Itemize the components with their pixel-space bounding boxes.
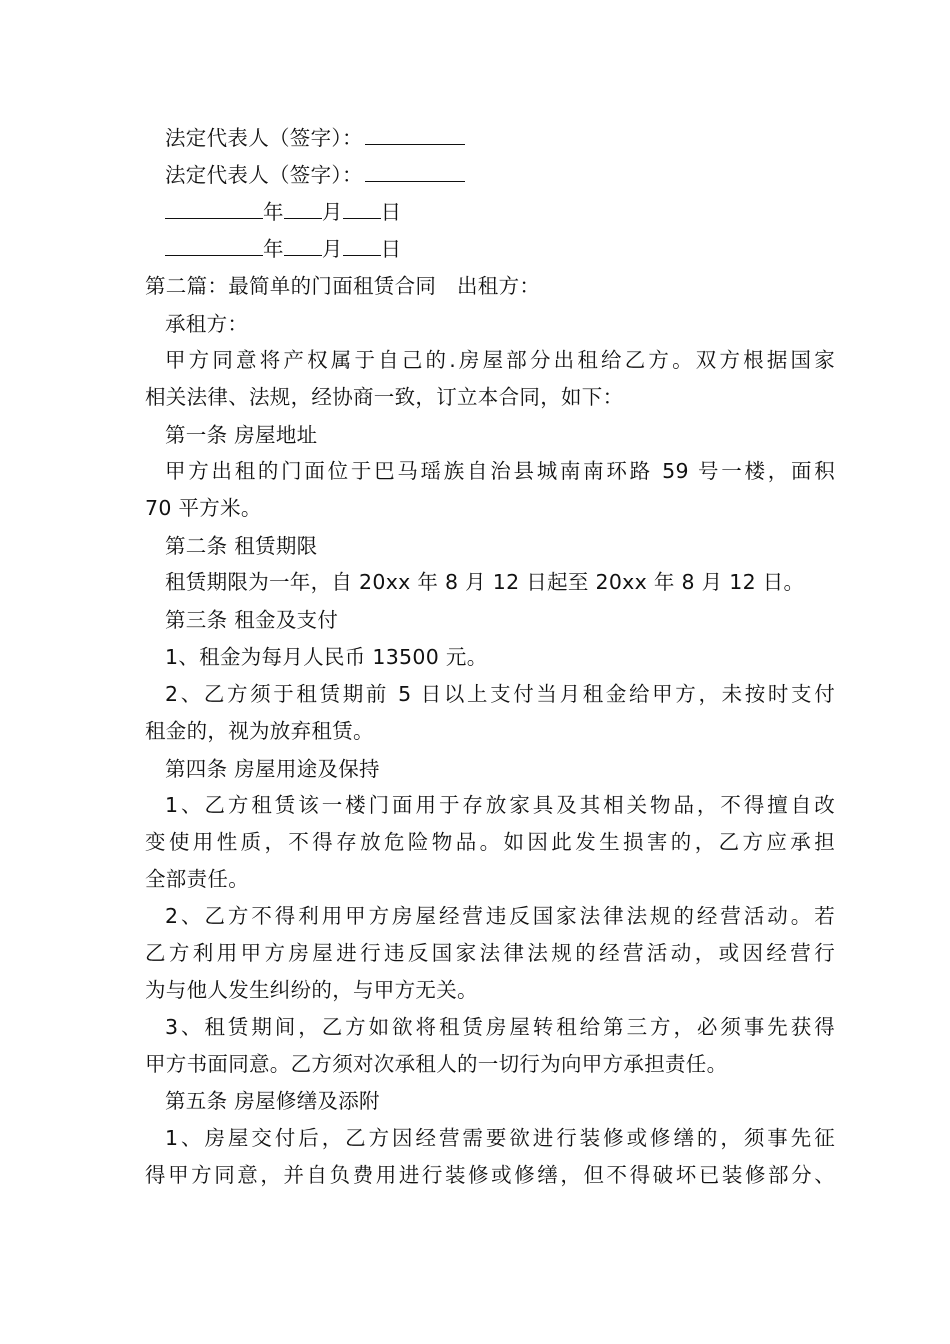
body-line: 1、房屋交付后，乙方因经营需要欲进行装修或修缮的，须事先征	[165, 1126, 835, 1150]
article-heading: 第四条 房屋用途及保持	[165, 757, 380, 781]
date-line-1	[165, 198, 835, 224]
month-label: 月	[321, 200, 343, 224]
body-line: 得甲方同意，并自负费用进行装修或修缮，但不得破坏已装修部分、	[145, 1163, 835, 1187]
signature-blank	[365, 161, 465, 182]
article-heading: 第二条 租赁期限	[165, 534, 318, 558]
body-line: 3、租赁期间，乙方如欲将租赁房屋转租给第三方，必须事先获得	[165, 1015, 835, 1039]
body-line: 2、乙方须于租赁期前 5 日以上支付当月租金给甲方，未按时支付	[165, 682, 835, 706]
month-label: 月	[321, 237, 343, 261]
month-blank	[284, 198, 322, 219]
year-blank	[165, 198, 263, 219]
day-blank	[343, 198, 381, 219]
body-line: 1、租金为每月人民币 13500 元。	[165, 645, 488, 669]
year-label: 年	[263, 200, 284, 224]
day-label: 日	[380, 200, 402, 224]
body-line: 租金的，视为放弃租赁。	[145, 719, 374, 743]
body-line: 租赁期限为一年，自 20xx 年 8 月 12 日起至 20xx 年 8 月 12 日。	[165, 570, 805, 594]
year-blank	[165, 235, 263, 256]
body-line: 甲方书面同意。乙方须对次承租人的一切行为向甲方承担责任。	[145, 1052, 728, 1076]
month-blank	[284, 235, 322, 256]
article-heading: 第三条 租金及支付	[165, 608, 339, 632]
year-label: 年	[263, 237, 284, 261]
article-heading: 第五条 房屋修缮及添附	[165, 1089, 380, 1113]
article-heading: 第一条 房屋地址	[165, 423, 318, 447]
legal-rep-label: 法定代表人（签字）：	[165, 126, 363, 150]
legal-rep-label: 法定代表人（签字）：	[165, 163, 363, 187]
body-line: 全部责任。	[145, 867, 249, 891]
section-title: 第二篇：最简单的门面租赁合同 出租方：	[145, 274, 541, 298]
body-line: 承租方：	[165, 312, 249, 336]
body-line: 乙方利用甲方房屋进行违反国家法律法规的经营活动，或因经营行	[145, 941, 835, 965]
body-line: 1、乙方租赁该一楼门面用于存放家具及其相关物品，不得擅自改	[165, 793, 835, 817]
body-line: 相关法律、法规，经协商一致，订立本合同，如下：	[145, 385, 624, 409]
signature-blank	[365, 124, 465, 145]
body-line: 变使用性质，不得存放危险物品。如因此发生损害的，乙方应承担	[145, 830, 835, 854]
date-line-2	[165, 235, 835, 261]
legal-rep-signature-line-1	[165, 124, 835, 150]
body-line: 为与他人发生纠纷的，与甲方无关。	[145, 978, 478, 1002]
day-label: 日	[380, 237, 402, 261]
body-line: 甲方出租的门面位于巴马瑶族自治县城南南环路 59 号一楼，面积	[165, 459, 835, 483]
body-line: 70 平方米。	[145, 496, 262, 520]
day-blank	[343, 235, 381, 256]
legal-rep-signature-line-2	[165, 161, 835, 187]
body-line: 2、乙方不得利用甲方房屋经营违反国家法律法规的经营活动。若	[165, 904, 835, 928]
body-line: 甲方同意将产权属于自己的.房屋部分出租给乙方。双方根据国家	[165, 348, 835, 372]
